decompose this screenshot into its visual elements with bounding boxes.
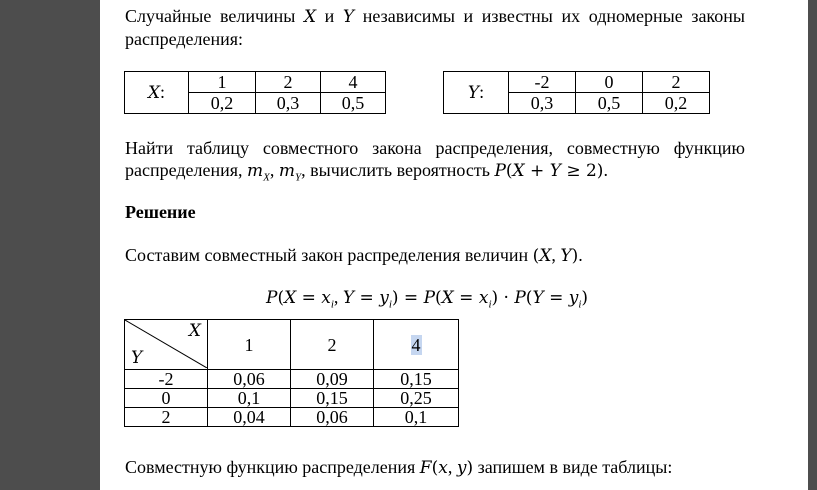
y-value-cell: 2 [643,72,710,93]
column-header [374,320,459,370]
y-prob-cell: 0,3 [509,93,576,114]
prob-cell: 0,15 [374,370,459,389]
task-line-2: распределения, $m_X$, $m_Y$, вычислить вероятность P(X + Y ≥ 2). [125,160,608,184]
prob-cell: 0,1 [374,408,459,427]
task-line-1: Найти таблицу совместного закона распределения, совместную функцию [125,138,745,158]
y-prob-cell: 0,5 [576,93,643,114]
right-margin-bar [808,0,817,490]
prob-cell: 0,1 [208,389,291,408]
corner-y-label: Y [131,348,143,368]
row-header: 2 [125,408,208,427]
table-corner-cell [125,320,208,370]
left-margin-bar [0,0,100,490]
x-value-cell: 2 [256,72,321,93]
prob-cell: 0,09 [291,370,374,389]
product-formula: $P(X = x_i$, $Y = y_i) = P(X = x_i) \cdot P(Y = y_i)$ [266,287,589,311]
joint-distribution-table [124,319,459,427]
column-header: 2 [291,320,374,370]
y-prob-cell: 0,2 [643,93,710,114]
x-distribution-table [124,71,386,114]
x-value-cell: 1 [189,72,256,93]
x-table-label: X: [125,72,189,114]
solution-intro: Составим совместный закон распределения величин (X, Y). [125,245,583,266]
y-distribution-table [443,71,710,114]
y-table-label: Y: [444,72,509,114]
row-header: -2 [125,370,208,389]
selected-text: 4 [411,334,421,355]
x-prob-cell: 0,5 [321,93,386,114]
prob-cell: 0,06 [208,370,291,389]
document-page [100,0,808,490]
x-value-cell: 4 [321,72,386,93]
problem-line-1: Случайные величины X и Y независимы и известны их одномерные законы [125,6,745,27]
corner-x-label: X [188,321,201,341]
y-value-cell: -2 [509,72,576,93]
prob-cell: 0,25 [374,389,459,408]
column-header: 1 [208,320,291,370]
solution-heading: Решение [125,202,196,222]
row-header: 0 [125,389,208,408]
y-value-cell: 0 [576,72,643,93]
prob-cell: 0,15 [291,389,374,408]
prob-cell: 0,06 [291,408,374,427]
cdf-intro-line: Совместную функцию распределения F(x, y) запишем в виде таблицы: [125,457,673,478]
prob-cell: 0,04 [208,408,291,427]
problem-line-2: распределения: [125,29,244,49]
x-prob-cell: 0,2 [189,93,256,114]
x-prob-cell: 0,3 [256,93,321,114]
